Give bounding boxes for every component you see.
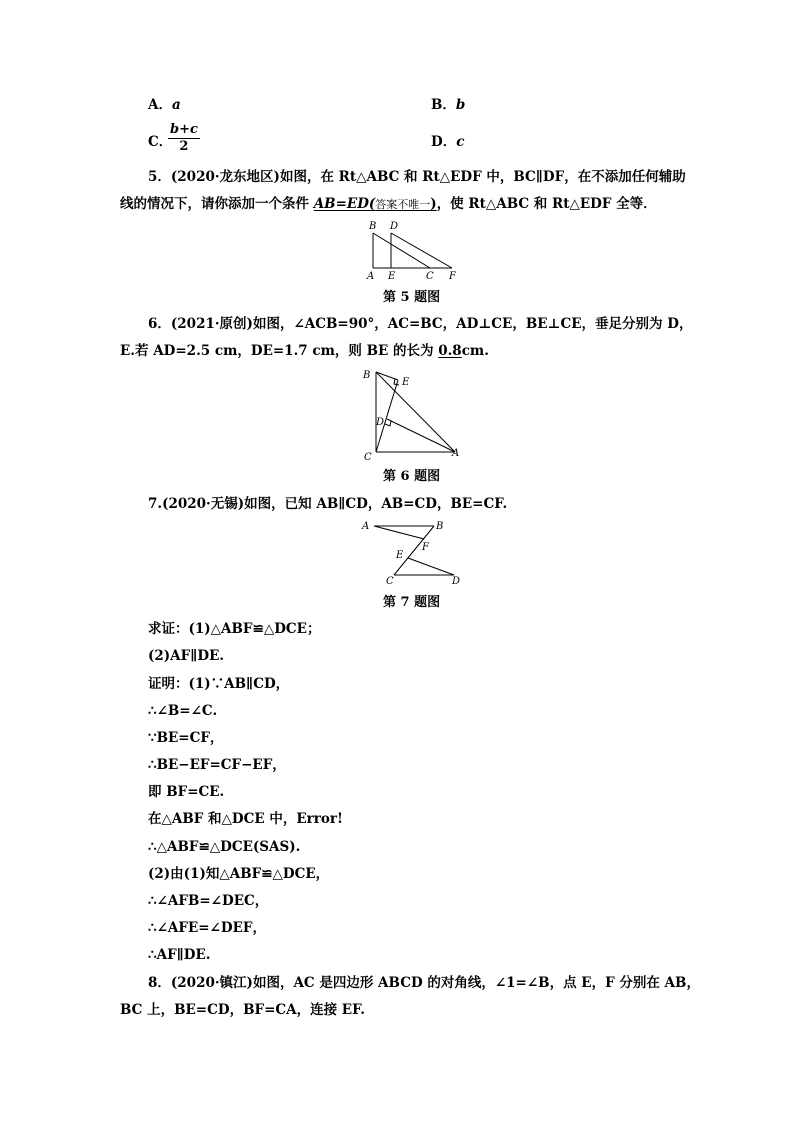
- option-c-label: C．: [148, 134, 173, 150]
- q5-line2: 线的情况下，请你添加一个条件 AB=ED(答案不唯一)，使 Rt△ABC 和 Rt△EDF 全等．: [120, 196, 657, 212]
- q6-label-e: E: [402, 377, 410, 388]
- q8-line1: 8．(2020·镇江)如图，AC 是四边形 ABCD 的对角线，∠1=∠B，点 E，F 分别在 AB，: [148, 975, 700, 991]
- q7-label-f: F: [422, 542, 429, 553]
- q7-solution-line-7: 即 BF=CE.: [148, 784, 225, 800]
- q5-label-a: A: [367, 271, 375, 282]
- q5-answer: AB=ED(答案不唯一): [313, 196, 437, 212]
- option-b: B．b: [431, 97, 466, 113]
- q7-label-e: E: [396, 550, 404, 561]
- q7-solution-line-10: (2)由(1)知△ABF≌△DCE，: [148, 866, 330, 882]
- q6-label-a: A: [452, 448, 460, 459]
- q7-solution-line-8: 在△ABF 和△DCE 中，Error!: [148, 811, 343, 827]
- q7-figure: [358, 518, 468, 588]
- q7-solution-line-4: ∴∠B=∠C.: [148, 703, 218, 719]
- q5-figure: [360, 218, 470, 284]
- q7-line1: 7.(2020·无锡)如图，已知 AB∥CD，AB=CD，BE=CF.: [148, 496, 508, 512]
- q5-label-d: D: [390, 221, 399, 232]
- q5-label-c: C: [426, 271, 434, 282]
- q5-line1: 5．(2020·龙东地区)如图，在 Rt△ABC 和 Rt△EDF 中，BC∥DF，在不添加任何辅助: [148, 169, 686, 185]
- q7-label-b: B: [436, 521, 444, 532]
- q6-label-b: B: [363, 370, 371, 381]
- q5-caption: 第 5 题图: [383, 290, 441, 305]
- q6-line1: 6．(2021·原创)如图，∠ACB=90°，AC=BC，AD⊥CE，BE⊥CE，垂足分别为 D，: [148, 316, 693, 332]
- q6-label-d: D: [376, 417, 385, 428]
- option-c-fraction: $\frac{b+c}{2}$: [170, 122, 198, 154]
- q7-caption: 第 7 题图: [383, 595, 441, 610]
- q6-label-c: C: [364, 452, 372, 463]
- q7-label-c: C: [386, 576, 394, 587]
- q7-label-a: A: [362, 521, 370, 532]
- q7-solution-line-13: ∴AF∥DE.: [148, 947, 211, 963]
- q7-solution-line-2: (2)AF∥DE.: [148, 648, 225, 664]
- option-a: A．a: [148, 97, 181, 113]
- option-d: D．c: [431, 134, 465, 150]
- q7-solution-line-1: 求证：(1)△ABF≌△DCE；: [148, 621, 321, 637]
- q6-caption: 第 6 题图: [383, 469, 441, 484]
- q6-answer: 0.8: [438, 343, 462, 359]
- q7-label-d: D: [452, 576, 461, 587]
- q6-figure: [360, 366, 470, 462]
- q7-solution-line-11: ∴∠AFB=∠DEC，: [148, 893, 269, 909]
- q5-label-e: E: [388, 271, 396, 282]
- q7-solution-line-5: ∵BE=CF，: [148, 730, 224, 746]
- q5-label-b: B: [369, 221, 377, 232]
- q7-solution-line-6: ∴BE−EF=CF−EF，: [148, 757, 286, 773]
- q5-label-f: F: [449, 271, 456, 282]
- q7-solution-line-9: ∴△ABF≌△DCE(SAS).: [148, 839, 301, 855]
- q7-solution-line-3: 证明：(1)∵AB∥CD，: [148, 676, 290, 692]
- q8-line2: BC 上，BE=CD，BF=CA，连接 EF.: [120, 1002, 366, 1018]
- q6-line2: E.若 AD=2.5 cm，DE=1.7 cm，则 BE 的长为 0.8cm.: [120, 343, 489, 359]
- q7-solution-line-12: ∴∠AFE=∠DEF，: [148, 920, 266, 936]
